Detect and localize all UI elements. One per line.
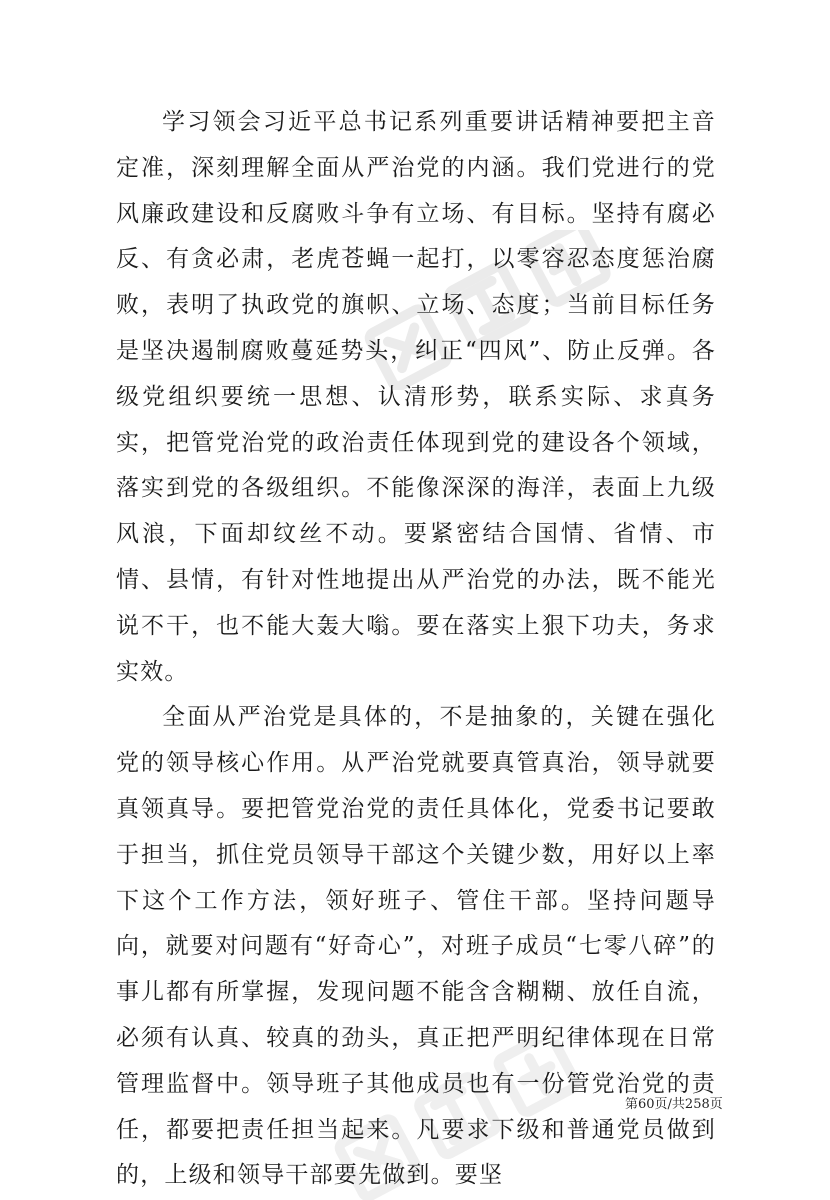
paragraph-1: 学习领会习近平总书记系列重要讲话精神要把主音定准，深刻理解全面从严治党的内涵。我们党进行的党风廉政建设和反腐败斗争有立场、有目标。坚持有腐必反、有贪必肃，老虎苍蝇一起打，以零容忍态度惩治腐败，表明了执政党的旗帜、立场、态度；当前目标任务是坚决遏制腐败蔓延势头，纠正“四风”、防止反弹。各级党组织要统一思想、认清形势，联系实际、求真务实，把管党治党的政治责任体现到党的建设各个领域，落实到党的各级组织。不能像深深的海洋，表面上九级风浪，下面却纹丝不动。要紧密结合国情、省情、市情、县情，有针对性地提出从严治党的办法，既不能光说不干，也不能大轰大嗡。要在落实上狠下功夫，务求实效。 [116, 109, 716, 685]
page-number: 第60页/共258页 [625, 1097, 723, 1112]
paragraph-2: 全面从严治党是具体的，不是抽象的，关键在强化党的领导核心作用。从严治党就要真管真治，领导就要真领真导。要把管党治党的责任具体化，党委书记要敢于担当，抓住党员领导干部这个关键少数，用好以上率下这个工作方法，领好班子、管住干部。坚持问题导向，就要对问题有“好奇心”，对班子成员“七零八碎”的事儿都有所掌握，发现问题不能含含糊糊、放任自流，必须有认真、较真的劲头，真正把严明纪律体现在日常管理监督中。领导班子其他成员也有一份管党治党的责任，都要把责任担当起来。凡要求下级和普通党员做到的，上级和领导干部要先做到。要坚 [116, 704, 716, 1189]
document-body [116, 100, 716, 1199]
